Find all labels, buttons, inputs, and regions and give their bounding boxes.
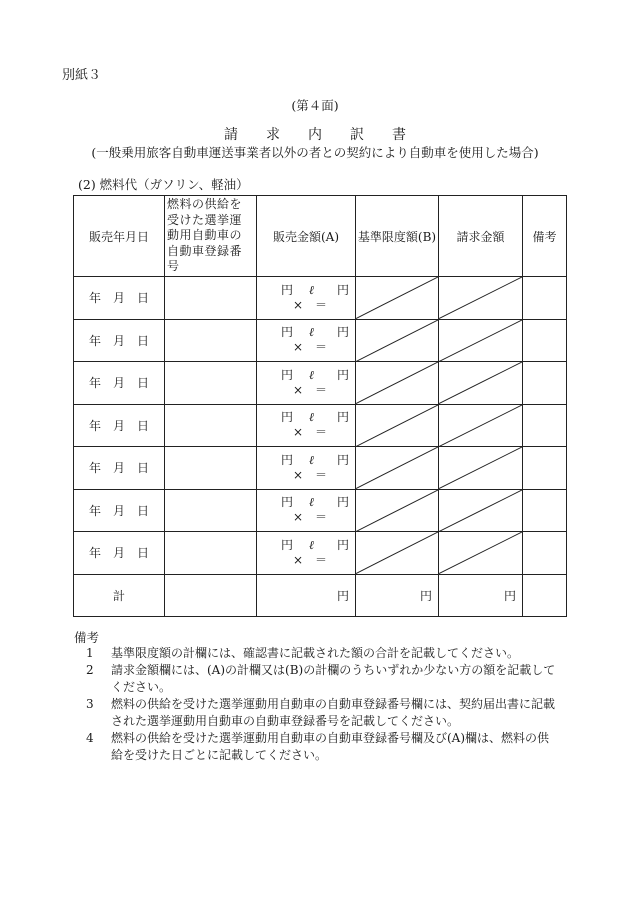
note-number: 1 [86,646,94,660]
multiply-equals-label: × ＝ [293,382,328,397]
table-row [74,532,567,575]
total-limit-amount[interactable]: 円 [356,574,439,616]
yen-unit: 円 [336,410,349,425]
table-row [74,277,567,320]
remarks-cell[interactable] [523,489,567,532]
diagonal-slash [356,490,438,532]
date-year-label: 年 [88,291,101,306]
vehicle-registration-cell[interactable] [165,447,257,490]
yen-unit: 円 [336,367,349,382]
date-year-label: 年 [88,418,101,433]
limit-amount-cell [356,404,439,447]
date-day-label: 日 [137,376,150,391]
note-number: 3 [86,697,94,711]
total-registration-cell [165,574,257,616]
remarks-cell[interactable] [523,404,567,447]
date-month-label: 月 [112,333,125,348]
note-item [86,730,556,764]
header-vehicle-registration: 燃料の供給を受けた選挙運動用自動車の自動車登録番号 [165,196,257,277]
limit-amount-cell [356,532,439,575]
yen-unit: 円 [336,495,349,510]
note-text: 請求金額欄には、(A)の計欄又は(B)の計欄のうちいずれか少ない方の額を記載してください。 [111,663,556,694]
diagonal-slash [439,405,522,447]
claim-amount-cell [439,532,523,575]
date-year-label: 年 [88,376,101,391]
remarks-cell[interactable] [523,362,567,405]
claim-amount-cell [439,277,523,320]
table-row [74,404,567,447]
claim-amount-cell [439,404,523,447]
sale-amount-cell[interactable] [257,489,356,532]
multiply-equals-label: × ＝ [293,552,328,567]
limit-amount-cell [356,447,439,490]
vehicle-registration-cell[interactable] [165,532,257,575]
total-row [74,574,567,616]
diagonal-slash [439,532,522,574]
diagonal-slash [439,277,522,319]
total-remarks-cell[interactable] [523,574,567,616]
vehicle-registration-cell[interactable] [165,362,257,405]
date-year-label: 年 [88,546,101,561]
diagonal-slash [356,362,438,404]
notes-heading: 備考 [74,630,100,645]
diagonal-slash [439,490,522,532]
claim-amount-cell [439,447,523,490]
date-year-label: 年 [88,333,101,348]
date-day-label: 日 [137,503,150,518]
document-subtitle: (一般乗用旅客自動車運送事業者以外の者との契約により自動車を使用した場合) [91,145,539,160]
date-month-label: 月 [112,291,125,306]
remarks-cell[interactable] [523,319,567,362]
note-number: 4 [86,731,94,745]
date-year-label: 年 [88,461,101,476]
vehicle-registration-cell[interactable] [165,489,257,532]
sale-date-cell[interactable] [74,447,165,490]
liter-unit: ℓ [309,282,315,297]
page-number: (第４面) [291,98,339,113]
table-header-row [74,196,567,277]
date-day-label: 日 [137,418,150,433]
document-title: 請 求 内 訳 書 [224,127,406,143]
header-sale-amount: 販売金額(A) [257,196,356,277]
table-row [74,362,567,405]
total-sale-amount[interactable]: 円 [257,574,356,616]
diagonal-slash [439,447,522,489]
note-number: 2 [86,663,94,677]
sale-date-cell[interactable] [74,319,165,362]
limit-amount-cell [356,362,439,405]
sale-date-cell[interactable] [74,489,165,532]
limit-amount-cell [356,277,439,320]
diagonal-slash [356,532,438,574]
yen-unit: 円 [281,282,294,297]
note-text: 燃料の供給を受けた選挙運動用自動車の自動車登録番号欄及び(A)欄は、燃料の供給を受けた日ごとに記載してください。 [111,731,550,762]
diagonal-slash [439,362,522,404]
date-month-label: 月 [112,418,125,433]
sale-amount-cell[interactable] [257,532,356,575]
sale-date-cell[interactable] [74,362,165,405]
header-remarks: 備考 [523,196,567,277]
liter-unit: ℓ [309,367,315,382]
note-text: 基準限度額の計欄には、確認書に記載された額の合計を記載してください。 [111,646,520,660]
multiply-equals-label: × ＝ [293,510,328,525]
liter-unit: ℓ [309,410,315,425]
liter-unit: ℓ [309,495,315,510]
limit-amount-cell [356,489,439,532]
table-row [74,447,567,490]
header-sale-date: 販売年月日 [74,196,165,277]
yen-unit: 円 [281,367,294,382]
attachment-label: 別紙３ [62,68,102,83]
diagonal-slash [356,277,438,319]
sale-amount-cell[interactable] [257,447,356,490]
total-claim-amount[interactable]: 円 [439,574,523,616]
date-day-label: 日 [137,461,150,476]
yen-unit: 円 [281,452,294,467]
total-label: 計 [74,574,165,616]
yen-unit: 円 [281,410,294,425]
note-text: 燃料の供給を受けた選挙運動用自動車の自動車登録番号欄には、契約届出書に記載された選挙運動用自動車の自動車登録番号を記載してください。 [111,697,556,728]
note-item [86,662,556,696]
sale-date-cell[interactable] [74,532,165,575]
sale-date-cell[interactable] [74,404,165,447]
date-day-label: 日 [137,291,150,306]
sale-amount-cell[interactable] [257,362,356,405]
note-item [86,645,556,662]
date-month-label: 月 [112,546,125,561]
limit-amount-cell [356,319,439,362]
date-year-label: 年 [88,503,101,518]
yen-unit: 円 [336,282,349,297]
date-day-label: 日 [137,546,150,561]
liter-unit: ℓ [309,537,315,552]
remarks-cell[interactable] [523,447,567,490]
date-month-label: 月 [112,461,125,476]
table-row [74,319,567,362]
multiply-equals-label: × ＝ [293,467,328,482]
date-month-label: 月 [112,503,125,518]
liter-unit: ℓ [309,325,315,340]
diagonal-slash [439,320,522,362]
date-day-label: 日 [137,333,150,348]
diagonal-slash [356,447,438,489]
claim-amount-cell [439,489,523,532]
vehicle-registration-cell[interactable] [165,404,257,447]
diagonal-slash [356,320,438,362]
liter-unit: ℓ [309,452,315,467]
diagonal-slash [356,405,438,447]
vehicle-registration-cell[interactable] [165,319,257,362]
sale-date-cell[interactable] [74,277,165,320]
multiply-equals-label: × ＝ [293,425,328,440]
header-limit-amount: 基準限度額(B) [356,196,439,277]
sale-amount-cell[interactable] [257,277,356,320]
yen-unit: 円 [336,325,349,340]
section-title: (2) 燃料代（ガソリン、軽油） [78,177,249,192]
multiply-equals-label: × ＝ [293,297,328,312]
sale-amount-cell[interactable] [257,404,356,447]
claim-amount-cell [439,362,523,405]
remarks-cell[interactable] [523,532,567,575]
claim-amount-cell [439,319,523,362]
vehicle-registration-cell[interactable] [165,277,257,320]
table-row [74,489,567,532]
yen-unit: 円 [281,495,294,510]
fuel-cost-table [73,195,567,617]
note-item [86,696,556,730]
header-claim-amount: 請求金額 [439,196,523,277]
yen-unit: 円 [281,325,294,340]
remarks-cell[interactable] [523,277,567,320]
date-month-label: 月 [112,376,125,391]
yen-unit: 円 [281,537,294,552]
sale-amount-cell[interactable] [257,319,356,362]
multiply-equals-label: × ＝ [293,340,328,355]
yen-unit: 円 [336,537,349,552]
yen-unit: 円 [336,452,349,467]
